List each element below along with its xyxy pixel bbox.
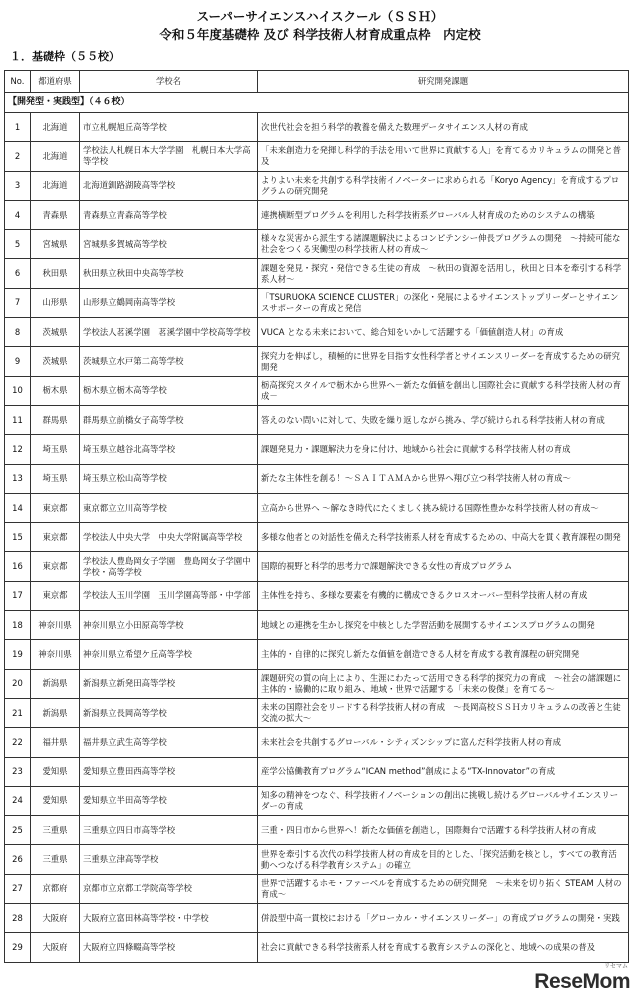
resemom-logo xyxy=(534,964,630,994)
table-row xyxy=(5,347,629,376)
cell-no: 12 xyxy=(5,435,31,464)
cell-theme: 知多の精神をつなぐ、科学技術イノベーションの創出に挑戦し続けるグローバルサイエンスリーダーの育成 xyxy=(258,786,629,815)
cell-no: 11 xyxy=(5,405,31,434)
table-row xyxy=(5,288,629,317)
table-row xyxy=(5,464,629,493)
table-row xyxy=(5,405,629,434)
cell-prefecture: 北海道 xyxy=(31,171,80,200)
cell-no: 24 xyxy=(5,786,31,815)
cell-no: 7 xyxy=(5,288,31,317)
page-title: スーパーサイエンスハイスクール（ＳＳＨ） xyxy=(196,9,444,24)
cell-school: 大阪府立四條畷高等学校 xyxy=(80,933,258,962)
cell-school: 山形県立鶴岡南高等学校 xyxy=(80,288,258,317)
cell-theme: よりよい未来を共創する科学技術イノベーターに求められる「Koryo Agency」を育成するプログラムの研究開発 xyxy=(258,171,629,200)
cell-theme: 未来の国際社会をリードする科学技術人材の育成 ～長岡高校ＳＳＨカリキュラムの改善と生徒交流の拡大～ xyxy=(258,698,629,727)
cell-theme: 栃高探究スタイルで栃木から世界へ－新たな価値を創出し国際社会に貢献する科学技術人材の育成－ xyxy=(258,376,629,405)
cell-school: 学校法人札幌日本大学学園 札幌日本大学高等学校 xyxy=(80,142,258,171)
cell-prefecture: 山形県 xyxy=(31,288,80,317)
cell-no: 13 xyxy=(5,464,31,493)
group-label: 【開発型・実践型】（４６校） xyxy=(5,93,629,113)
cell-school: 栃木県立栃木高等学校 xyxy=(80,376,258,405)
cell-prefecture: 神奈川県 xyxy=(31,640,80,669)
section-title: １．基礎枠（５５校） xyxy=(10,50,120,63)
cell-no: 21 xyxy=(5,698,31,727)
cell-theme: 新たな主体性を創る！～ＳＡＩＴＡＭＡから世界へ翔び立つ科学技術人材の育成～ xyxy=(258,464,629,493)
cell-prefecture: 東京都 xyxy=(31,523,80,552)
cell-no: 9 xyxy=(5,347,31,376)
table-row xyxy=(5,318,629,347)
table-row xyxy=(5,933,629,962)
cell-school: 新潟県立長岡高等学校 xyxy=(80,698,258,727)
cell-no: 8 xyxy=(5,318,31,347)
table-row xyxy=(5,845,629,874)
cell-no: 3 xyxy=(5,171,31,200)
cell-theme: 「未来創造力を発揮し科学的手法を用いて世界に貢献する人」を育てるカリキュラムの開発と普及 xyxy=(258,142,629,171)
cell-school: 秋田県立秋田中央高等学校 xyxy=(80,259,258,288)
cell-prefecture: 埼玉県 xyxy=(31,464,80,493)
cell-theme: 世界で活躍するホモ・ファーベルを育成するための研究開発 ～未来を切り拓く STEAM 人材の育成～ xyxy=(258,874,629,903)
cell-prefecture: 秋田県 xyxy=(31,259,80,288)
cell-prefecture: 三重県 xyxy=(31,845,80,874)
table-row xyxy=(5,435,629,464)
cell-school: 茨城県立水戸第二高等学校 xyxy=(80,347,258,376)
cell-no: 27 xyxy=(5,874,31,903)
cell-school: 愛知県立半田高等学校 xyxy=(80,786,258,815)
school-table xyxy=(4,70,629,963)
cell-no: 26 xyxy=(5,845,31,874)
cell-school: 福井県立武生高等学校 xyxy=(80,728,258,757)
cell-prefecture: 埼玉県 xyxy=(31,435,80,464)
cell-school: 新潟県立新発田高等学校 xyxy=(80,669,258,698)
cell-theme: 主体的・自律的に探究し新たな価値を創造できる人材を育成する教育課程の研究開発 xyxy=(258,640,629,669)
cell-no: 29 xyxy=(5,933,31,962)
cell-school: 埼玉県立松山高等学校 xyxy=(80,464,258,493)
cell-theme: 連携横断型プログラムを利用した科学技術系グローバル人材育成のためのシステムの構築 xyxy=(258,200,629,229)
cell-theme: 課題発見力・課題解決力を身に付け、地域から社会に貢献する科学技術人材の育成 xyxy=(258,435,629,464)
table-row xyxy=(5,581,629,610)
table-row xyxy=(5,669,629,698)
cell-no: 2 xyxy=(5,142,31,171)
column-header-no: No. xyxy=(5,71,31,93)
table-row xyxy=(5,874,629,903)
cell-theme: 課題研究の質の向上により、生涯にわたって活用できる科学的探究力の育成 ～社会の諸課題に主体的・協働的に取り組み、地域・世界で活躍する「未来の俊傑」を育てる～ xyxy=(258,669,629,698)
cell-prefecture: 神奈川県 xyxy=(31,611,80,640)
cell-prefecture: 北海道 xyxy=(31,142,80,171)
table-row xyxy=(5,493,629,522)
cell-theme: 国際的視野と科学的思考力で課題解決できる女性の育成プログラム xyxy=(258,552,629,581)
table-row xyxy=(5,757,629,786)
table-row xyxy=(5,171,629,200)
cell-prefecture: 東京都 xyxy=(31,581,80,610)
cell-prefecture: 栃木県 xyxy=(31,376,80,405)
cell-theme: 併設型中高一貫校における「グローカル・サイエンスリーダー」の育成プログラムの開発・実践 xyxy=(258,904,629,933)
cell-no: 28 xyxy=(5,904,31,933)
cell-prefecture: 大阪府 xyxy=(31,904,80,933)
group-row xyxy=(5,93,629,113)
cell-no: 18 xyxy=(5,611,31,640)
cell-prefecture: 茨城県 xyxy=(31,318,80,347)
table-row xyxy=(5,611,629,640)
cell-prefecture: 大阪府 xyxy=(31,933,80,962)
cell-no: 6 xyxy=(5,259,31,288)
table-row xyxy=(5,786,629,815)
table-row xyxy=(5,640,629,669)
cell-no: 16 xyxy=(5,552,31,581)
cell-school: 青森県立青森高等学校 xyxy=(80,200,258,229)
column-header-theme: 研究開発課題 xyxy=(258,71,629,93)
cell-theme: 社会に貢献できる科学技術系人材を育成する教育システムの深化と、地域への成果の普及 xyxy=(258,933,629,962)
cell-theme: 地域との連携を生かし探究を中核とした学習活動を展開するサイエンスプログラムの開発 xyxy=(258,611,629,640)
cell-no: 10 xyxy=(5,376,31,405)
cell-prefecture: 青森県 xyxy=(31,200,80,229)
cell-school: 愛知県立豊田西高等学校 xyxy=(80,757,258,786)
cell-school: 北海道釧路湖陵高等学校 xyxy=(80,171,258,200)
cell-no: 5 xyxy=(5,230,31,259)
cell-school: 東京都立立川高等学校 xyxy=(80,493,258,522)
cell-school: 学校法人中央大学 中央大学附属高等学校 xyxy=(80,523,258,552)
cell-prefecture: 愛知県 xyxy=(31,786,80,815)
column-header-prefecture: 都道府県 xyxy=(31,71,80,93)
cell-theme: 産学公協働教育プログラム“ICAN method”創成による“TX-Innovator”の育成 xyxy=(258,757,629,786)
cell-prefecture: 東京都 xyxy=(31,552,80,581)
table-row xyxy=(5,142,629,171)
cell-school: 三重県立四日市高等学校 xyxy=(80,816,258,845)
cell-school: 神奈川県立小田原高等学校 xyxy=(80,611,258,640)
cell-no: 19 xyxy=(5,640,31,669)
cell-school: 神奈川県立希望ケ丘高等学校 xyxy=(80,640,258,669)
cell-theme: 多様な他者との対話性を備えた科学技術系人材を育成するための、中高大を貫く教育課程の開発 xyxy=(258,523,629,552)
cell-no: 14 xyxy=(5,493,31,522)
cell-prefecture: 新潟県 xyxy=(31,669,80,698)
column-header-school: 学校名 xyxy=(80,71,258,93)
cell-theme: 様々な災害から派生する諸課題解決によるコンピテンシー伸長プログラムの開発 ～持続可能な社会をつくる実働型の科学技術人材の育成～ xyxy=(258,230,629,259)
cell-prefecture: 東京都 xyxy=(31,493,80,522)
page-subtitle: 令和５年度基礎枠 及び 科学技術人材育成重点枠 内定校 xyxy=(159,27,481,42)
cell-no: 4 xyxy=(5,200,31,229)
cell-school: 学校法人豊島岡女子学園 豊島岡女子学園中学校・高等学校 xyxy=(80,552,258,581)
cell-theme: 探究力を伸ばし，積極的に世界を目指す女性科学者とサイエンスリーダーを育成するための研究開発 xyxy=(258,347,629,376)
cell-theme: 次世代社会を担う科学的教養を備えた数理データサイエンス人材の育成 xyxy=(258,113,629,142)
cell-theme: 「TSURUOKA SCIENCE CLUSTER」の深化・発展によるサイエンストップリーダーとサイエンスサポーターの育成と発信 xyxy=(258,288,629,317)
table-row xyxy=(5,698,629,727)
cell-no: 22 xyxy=(5,728,31,757)
logo-subtext: リセマム xyxy=(604,964,628,970)
cell-theme: 世界を牽引する次代の科学技術人材の育成を目的とした、「探究活動を核とし，すべての教育活動へつなげる科学教育システム」の確立 xyxy=(258,845,629,874)
cell-theme: 主体性を持ち、多様な要素を有機的に構成できるクロスオーバー型科学技術人材の育成 xyxy=(258,581,629,610)
cell-school: 市立札幌旭丘高等学校 xyxy=(80,113,258,142)
cell-no: 25 xyxy=(5,816,31,845)
table-row xyxy=(5,904,629,933)
cell-theme: 答えのない問いに対して、失敗を繰り返しながら挑み、学び続けられる科学技術人材の育成 xyxy=(258,405,629,434)
cell-prefecture: 茨城県 xyxy=(31,347,80,376)
cell-school: 群馬県立前橋女子高等学校 xyxy=(80,405,258,434)
cell-school: 三重県立津高等学校 xyxy=(80,845,258,874)
cell-school: 埼玉県立越谷北高等学校 xyxy=(80,435,258,464)
table-header-row xyxy=(5,71,629,93)
cell-school: 学校法人茗溪学園 茗溪学園中学校高等学校 xyxy=(80,318,258,347)
table-row xyxy=(5,523,629,552)
cell-prefecture: 愛知県 xyxy=(31,757,80,786)
table-row xyxy=(5,259,629,288)
cell-school: 宮城県多賀城高等学校 xyxy=(80,230,258,259)
cell-no: 23 xyxy=(5,757,31,786)
table-row xyxy=(5,816,629,845)
cell-no: 15 xyxy=(5,523,31,552)
cell-prefecture: 北海道 xyxy=(31,113,80,142)
cell-theme: 立高から世界へ ～解なき時代にたくましく挑み続ける国際性豊かな科学技術人材の育成～ xyxy=(258,493,629,522)
cell-school: 京都市立京都工学院高等学校 xyxy=(80,874,258,903)
cell-theme: 課題を発見・探究・発信できる生徒の育成 ～秋田の資源を活用し，秋田と日本を牽引する科学系人材～ xyxy=(258,259,629,288)
cell-theme: 三重・四日市から世界へ！新たな価値を創造し，国際舞台で活躍する科学技術人材の育成 xyxy=(258,816,629,845)
table-row xyxy=(5,728,629,757)
cell-no: 20 xyxy=(5,669,31,698)
cell-prefecture: 三重県 xyxy=(31,816,80,845)
table-row xyxy=(5,113,629,142)
logo-text: ReseMom xyxy=(534,970,630,993)
cell-school: 学校法人玉川学園 玉川学園高等部・中学部 xyxy=(80,581,258,610)
cell-no: 1 xyxy=(5,113,31,142)
cell-theme: 未来社会を共創するグローバル・シティズンシップに富んだ科学技術人材の育成 xyxy=(258,728,629,757)
cell-prefecture: 群馬県 xyxy=(31,405,80,434)
cell-no: 17 xyxy=(5,581,31,610)
table-row xyxy=(5,230,629,259)
cell-theme: VUCA となる未来において、総合知をいかして活躍する「価値創造人材」の育成 xyxy=(258,318,629,347)
cell-school: 大阪府立富田林高等学校・中学校 xyxy=(80,904,258,933)
table-row xyxy=(5,552,629,581)
table-row xyxy=(5,200,629,229)
table-row xyxy=(5,376,629,405)
cell-prefecture: 福井県 xyxy=(31,728,80,757)
cell-prefecture: 宮城県 xyxy=(31,230,80,259)
cell-prefecture: 京都府 xyxy=(31,874,80,903)
cell-prefecture: 新潟県 xyxy=(31,698,80,727)
